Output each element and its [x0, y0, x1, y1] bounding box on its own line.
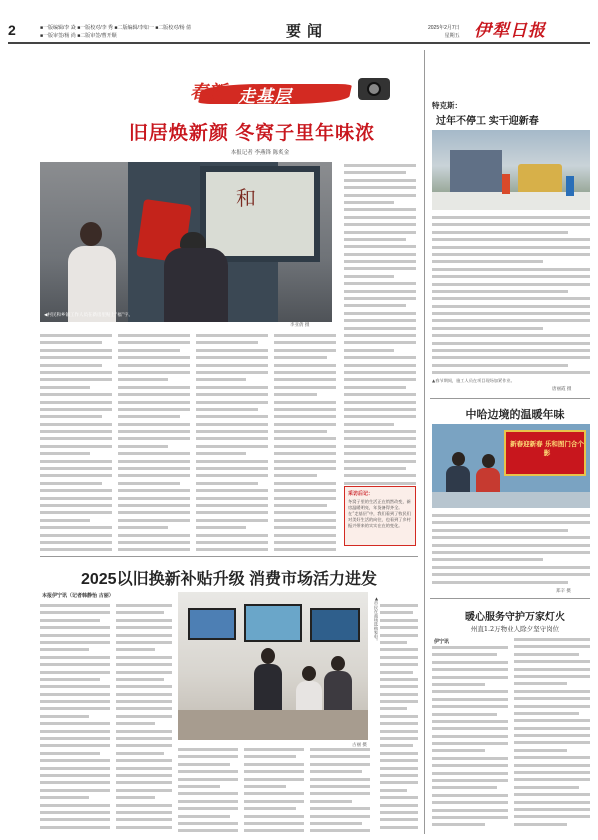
page-header [0, 0, 598, 46]
feature-column-1 [40, 604, 110, 834]
feature-lead-in: 本报伊宁讯（记者韩静怡 古丽） [42, 593, 114, 599]
tv-display-3 [310, 608, 360, 642]
weekday: 星期五 [444, 33, 460, 39]
lead-column-2 [118, 334, 190, 552]
sidebar-bottom-column-1 [432, 646, 508, 834]
banner-left-text: 春新 [190, 82, 226, 103]
poster-board [504, 430, 586, 476]
feature-column-5 [310, 748, 370, 834]
issue-date [428, 24, 460, 40]
quote-box [344, 486, 416, 546]
feature-column-4 [244, 748, 304, 834]
sidebar-top-label: 特克斯： [432, 101, 462, 110]
sidebar-top-photo [432, 130, 590, 210]
feature-title: 2025以旧换新补贴升级 消费市场活力进发 [80, 571, 378, 588]
camera-icon [358, 78, 390, 100]
sidebar-bottom-lead: 伊宁讯 [434, 639, 450, 645]
worker-1 [502, 174, 510, 194]
quote-box-body: 冬窝子里的生活正在悄然改变，新房温暖明亮，年货备得齐全。在“走基层”中，我们看到了牧民们对美好生活的向往，也看到了乡村振兴带来的实实在在的变化。 [348, 499, 411, 528]
editor-credits: ■一版编辑/李 焱 ■一版校对/李 秀 ■二版编辑/李如一 ■二版校对/杨 倩 ■一版审签/杨 尚 ■二版审签/曹开顺 [40, 25, 192, 39]
floor [432, 492, 590, 508]
feature-column-2 [116, 604, 172, 834]
lead-title: 旧居焕新颜 冬窝子里年味浓 [128, 123, 376, 144]
feature-column-3 [178, 748, 238, 834]
section-title: 要闻 [286, 22, 329, 40]
date: 2025年2月7日 [428, 25, 460, 31]
page-number: 2 [8, 22, 16, 38]
masthead-logo: 伊犁日报 [474, 21, 546, 41]
series-banner [160, 72, 420, 110]
sidebar-mid-title: 中哈边境的温暖年味 [465, 409, 565, 421]
feature-column-6 [380, 604, 418, 834]
sidebar-bottom-title: 暖心服务守护万家灯火 [465, 612, 565, 623]
banner-right-text: 走基层 [238, 87, 292, 107]
quote-box-title: 采访后记： [348, 491, 374, 497]
worker-2 [566, 176, 574, 196]
lead-photo [40, 162, 332, 322]
sidebar-top-title: 过年不停工 实干迎新春 [436, 116, 539, 127]
feature-photo [178, 592, 368, 740]
sidebar-bottom-subtitle: 州直1.2万物业人除夕坚守岗位 [470, 625, 560, 633]
sidebar-mid-text [432, 514, 590, 588]
feature-side-caption: ▲市民在商场选购家电。 [374, 596, 379, 643]
tv-display-2 [244, 604, 302, 642]
sidebar-top-text [432, 216, 590, 378]
machinery [518, 164, 562, 194]
sidebar-mid-photo [432, 424, 590, 508]
person-woman [62, 222, 122, 322]
lead-column-1 [40, 334, 112, 552]
person-man [160, 232, 230, 322]
sidebar-mid-credit: 郑辛 摄 [556, 589, 571, 594]
feature-photo-credit: 古丽 摄 [352, 743, 367, 748]
counter-table [178, 710, 368, 740]
lead-column-4 [274, 334, 336, 552]
lead-byline: 本报记者 李燕锋 陈炙金 [230, 150, 290, 156]
photo-caption: ◀村民和乡镇工作人员在新房里贴上“福”字。 [44, 313, 134, 318]
door-window: 和 [200, 166, 320, 262]
lead-photo-credit: 李亚倩 摄 [290, 323, 310, 328]
sidebar-top-credit: 唐丽霞 摄 [552, 387, 572, 392]
sidebar-bottom-column-2 [514, 638, 590, 834]
sidebar-top-caption: ▲春节期间，施工人员在项目现场加紧作业。 [432, 378, 515, 383]
lead-column-3 [196, 334, 268, 552]
poster-text: 新春迎新春 乐和图门合个影 [510, 440, 584, 457]
tv-display-1 [188, 608, 236, 640]
